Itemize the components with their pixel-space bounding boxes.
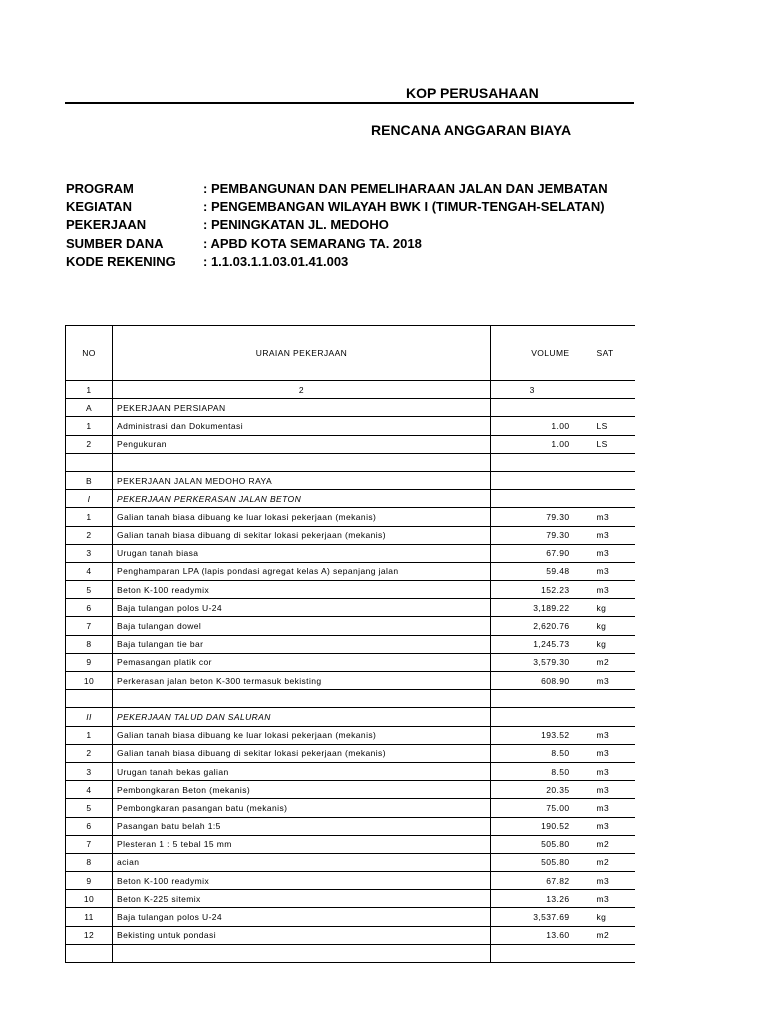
table-row xyxy=(66,544,635,562)
item-volume: 1.00 xyxy=(491,417,572,435)
table-row xyxy=(66,781,635,799)
section-unit xyxy=(572,399,635,417)
item-description: Baja tulangan tie bar xyxy=(113,635,491,653)
item-volume: 13.60 xyxy=(491,926,572,944)
item-no: 6 xyxy=(66,599,113,617)
item-unit: m3 xyxy=(572,672,635,690)
index-row xyxy=(66,381,635,399)
table-row xyxy=(66,799,635,817)
section-vol xyxy=(491,708,572,726)
item-no: 2 xyxy=(66,435,113,453)
info-label: SUMBER DANA xyxy=(66,236,164,251)
item-volume: 193.52 xyxy=(491,726,572,744)
project-info xyxy=(0,176,634,276)
item-unit: m3 xyxy=(572,726,635,744)
section-unit xyxy=(572,471,635,489)
info-label: PROGRAM xyxy=(66,181,134,196)
table-row xyxy=(66,726,635,744)
item-unit: LS xyxy=(572,417,635,435)
item-no: 12 xyxy=(66,926,113,944)
table-row xyxy=(66,762,635,780)
table-row xyxy=(66,581,635,599)
item-volume: 608.90 xyxy=(491,672,572,690)
table-header-row xyxy=(66,326,635,381)
info-pekerjaan xyxy=(66,217,389,232)
item-unit: m2 xyxy=(572,853,635,871)
blank-cell xyxy=(572,690,635,708)
item-volume: 67.82 xyxy=(491,872,572,890)
table-row xyxy=(66,508,635,526)
table-row xyxy=(66,908,635,926)
item-unit: m3 xyxy=(572,817,635,835)
item-volume: 79.30 xyxy=(491,508,572,526)
item-unit: m3 xyxy=(572,799,635,817)
item-volume: 505.80 xyxy=(491,835,572,853)
item-no: 1 xyxy=(66,417,113,435)
header-uraian: URAIAN PEKERJAAN xyxy=(113,326,491,381)
blank-cell xyxy=(113,453,491,471)
item-volume: 2,620.76 xyxy=(491,617,572,635)
item-volume: 505.80 xyxy=(491,853,572,871)
item-no: 9 xyxy=(66,872,113,890)
item-description: Baja tulangan polos U-24 xyxy=(113,599,491,617)
header-sat: SAT xyxy=(572,326,635,381)
item-description: Pembongkaran pasangan batu (mekanis) xyxy=(113,799,491,817)
item-volume: 1,245.73 xyxy=(491,635,572,653)
index-cell-empty xyxy=(572,381,635,399)
header-volume: VOLUME xyxy=(491,326,572,381)
item-unit: kg xyxy=(572,635,635,653)
item-no: 7 xyxy=(66,617,113,635)
item-volume: 8.50 xyxy=(491,744,572,762)
table-row xyxy=(66,526,635,544)
item-no: 4 xyxy=(66,781,113,799)
info-value: : APBD KOTA SEMARANG TA. 2018 xyxy=(203,236,422,251)
item-unit: kg xyxy=(572,908,635,926)
item-unit: m2 xyxy=(572,926,635,944)
item-volume: 75.00 xyxy=(491,799,572,817)
section-row xyxy=(66,490,635,508)
info-value: : 1.1.03.1.1.03.01.41.003 xyxy=(203,254,349,269)
item-volume: 1.00 xyxy=(491,435,572,453)
item-unit: m3 xyxy=(572,781,635,799)
item-description: Pembongkaran Beton (mekanis) xyxy=(113,781,491,799)
section-row xyxy=(66,399,635,417)
item-unit: m3 xyxy=(572,544,635,562)
item-unit: m3 xyxy=(572,581,635,599)
item-no: 7 xyxy=(66,835,113,853)
item-unit: kg xyxy=(572,617,635,635)
item-unit: m3 xyxy=(572,508,635,526)
blank-row xyxy=(66,453,635,471)
blank-cell xyxy=(66,690,113,708)
item-description: Beton K-100 readymix xyxy=(113,581,491,599)
info-label: PEKERJAAN xyxy=(66,217,147,232)
section-title: PEKERJAAN PERSIAPAN xyxy=(113,399,491,417)
item-no: 2 xyxy=(66,744,113,762)
item-no: 10 xyxy=(66,672,113,690)
table-row xyxy=(66,890,635,908)
blank-cell xyxy=(572,944,635,962)
section-title: PEKERJAAN TALUD DAN SALURAN xyxy=(113,708,491,726)
item-description: Galian tanah biasa dibuang ke luar lokasi pekerjaan (mekanis) xyxy=(113,726,491,744)
item-no: 8 xyxy=(66,853,113,871)
info-value: : PENINGKATAN JL. MEDOHO xyxy=(203,217,389,232)
info-label: KEGIATAN xyxy=(66,199,132,214)
item-volume: 79.30 xyxy=(491,526,572,544)
item-description: Plesteran 1 : 5 tebal 15 mm xyxy=(113,835,491,853)
table-row xyxy=(66,872,635,890)
item-description: Galian tanah biasa dibuang di sekitar lokasi pekerjaan (mekanis) xyxy=(113,526,491,544)
item-unit: LS xyxy=(572,435,635,453)
section-unit xyxy=(572,708,635,726)
index-cell: 1 xyxy=(66,381,113,399)
table-row xyxy=(66,817,635,835)
item-unit: m3 xyxy=(572,562,635,580)
item-description: Beton K-225 sitemix xyxy=(113,890,491,908)
section-title: PEKERJAAN JALAN MEDOHO RAYA xyxy=(113,471,491,489)
item-description: Beton K-100 readymix xyxy=(113,872,491,890)
item-unit: m2 xyxy=(572,653,635,671)
item-unit: m3 xyxy=(572,890,635,908)
item-description: Baja tulangan polos U-24 xyxy=(113,908,491,926)
table-row xyxy=(66,617,635,635)
header-no: NO xyxy=(66,326,113,381)
item-volume: 152.23 xyxy=(491,581,572,599)
item-description: Baja tulangan dowel xyxy=(113,617,491,635)
section-unit xyxy=(572,490,635,508)
item-unit: m3 xyxy=(572,872,635,890)
section-vol xyxy=(491,471,572,489)
item-no: 3 xyxy=(66,762,113,780)
item-description: Pasangan batu belah 1:5 xyxy=(113,817,491,835)
item-no: 5 xyxy=(66,581,113,599)
item-no: 3 xyxy=(66,544,113,562)
table-row xyxy=(66,926,635,944)
section-row xyxy=(66,471,635,489)
blank-cell xyxy=(113,944,491,962)
table-row xyxy=(66,417,635,435)
item-description: Pengukuran xyxy=(113,435,491,453)
item-no: 8 xyxy=(66,635,113,653)
item-no: 10 xyxy=(66,890,113,908)
index-cell: 2 xyxy=(113,381,491,399)
item-volume: 190.52 xyxy=(491,817,572,835)
item-description: acian xyxy=(113,853,491,871)
item-description: Penghamparan LPA (lapis pondasi agregat kelas A) sepanjang jalan xyxy=(113,562,491,580)
item-volume: 59.48 xyxy=(491,562,572,580)
blank-row xyxy=(66,690,635,708)
section-vol xyxy=(491,490,572,508)
letterhead-divider xyxy=(65,102,634,104)
item-volume: 3,537.69 xyxy=(491,908,572,926)
budget-table xyxy=(65,325,635,963)
blank-cell xyxy=(491,690,572,708)
item-volume: 3,189.22 xyxy=(491,599,572,617)
section-no: B xyxy=(66,471,113,489)
table-row xyxy=(66,853,635,871)
section-row xyxy=(66,708,635,726)
info-kegiatan xyxy=(66,199,605,214)
item-volume: 13.26 xyxy=(491,890,572,908)
company-letterhead: KOP PERUSAHAAN xyxy=(406,85,539,101)
item-unit: m2 xyxy=(572,835,635,853)
table-row xyxy=(66,672,635,690)
item-description: Administrasi dan Dokumentasi xyxy=(113,417,491,435)
item-no: 1 xyxy=(66,508,113,526)
blank-row xyxy=(66,944,635,962)
item-no: 5 xyxy=(66,799,113,817)
blank-cell xyxy=(491,944,572,962)
item-no: 11 xyxy=(66,908,113,926)
section-no: I xyxy=(66,490,113,508)
item-unit: m3 xyxy=(572,744,635,762)
section-title: PEKERJAAN PERKERASAN JALAN BETON xyxy=(113,490,491,508)
index-cell: 3 xyxy=(491,381,572,399)
info-label: KODE REKENING xyxy=(66,254,176,269)
info-sumber-dana xyxy=(66,236,422,251)
table-row xyxy=(66,744,635,762)
item-description: Galian tanah biasa dibuang ke luar lokasi pekerjaan (mekanis) xyxy=(113,508,491,526)
item-no: 4 xyxy=(66,562,113,580)
table-row xyxy=(66,653,635,671)
item-description: Galian tanah biasa dibuang di sekitar lokasi pekerjaan (mekanis) xyxy=(113,744,491,762)
blank-cell xyxy=(572,453,635,471)
item-unit: m3 xyxy=(572,526,635,544)
blank-cell xyxy=(113,690,491,708)
blank-cell xyxy=(491,453,572,471)
table-row xyxy=(66,435,635,453)
item-description: Urugan tanah biasa xyxy=(113,544,491,562)
section-no: II xyxy=(66,708,113,726)
item-volume: 3,579.30 xyxy=(491,653,572,671)
item-unit: kg xyxy=(572,599,635,617)
blank-cell xyxy=(66,453,113,471)
item-volume: 8.50 xyxy=(491,762,572,780)
table-row xyxy=(66,562,635,580)
info-kode-rekening xyxy=(66,254,348,269)
blank-cell xyxy=(66,944,113,962)
table-row xyxy=(66,635,635,653)
info-value: : PEMBANGUNAN DAN PEMELIHARAAN JALAN DAN JEMBATAN xyxy=(203,181,608,196)
table-row xyxy=(66,835,635,853)
item-description: Perkerasan jalan beton K-300 termasuk bekisting xyxy=(113,672,491,690)
item-description: Bekisting untuk pondasi xyxy=(113,926,491,944)
item-description: Pemasangan platik cor xyxy=(113,653,491,671)
item-no: 2 xyxy=(66,526,113,544)
item-unit: m3 xyxy=(572,762,635,780)
info-program xyxy=(66,181,608,196)
table-row xyxy=(66,599,635,617)
item-no: 9 xyxy=(66,653,113,671)
item-volume: 67.90 xyxy=(491,544,572,562)
info-value: : PENGEMBANGAN WILAYAH BWK I (TIMUR-TENGAH-SELATAN) xyxy=(203,199,605,214)
section-no: A xyxy=(66,399,113,417)
item-description: Urugan tanah bekas galian xyxy=(113,762,491,780)
item-no: 6 xyxy=(66,817,113,835)
section-vol xyxy=(491,399,572,417)
item-volume: 20.35 xyxy=(491,781,572,799)
item-no: 1 xyxy=(66,726,113,744)
document-title: RENCANA ANGGARAN BIAYA xyxy=(371,122,572,138)
